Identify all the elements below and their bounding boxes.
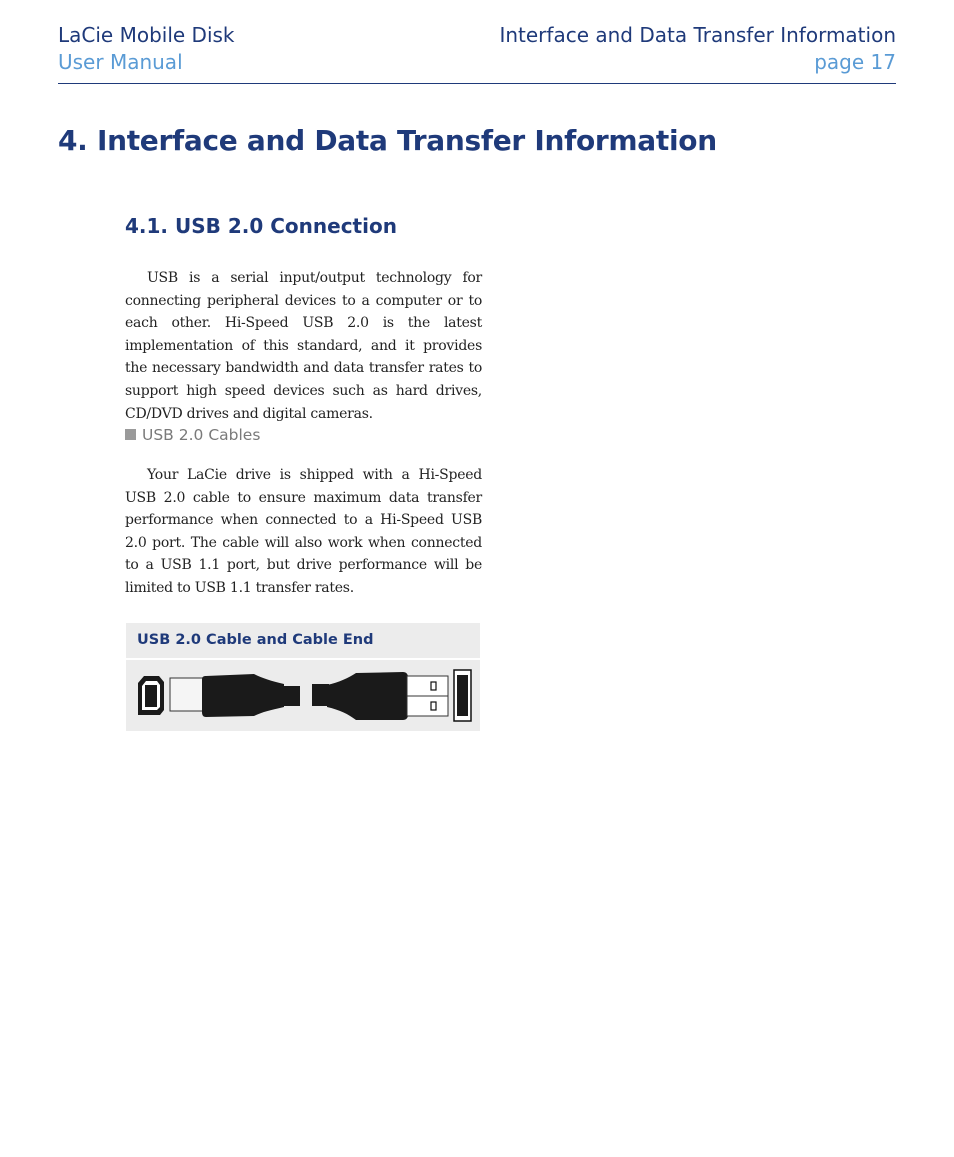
subsection-heading <box>125 426 260 444</box>
usb-b-port-icon <box>138 676 164 715</box>
header-divider <box>58 83 896 84</box>
header-section-name: Interface and Data Transfer Information <box>499 23 896 47</box>
usb-a-port-icon <box>454 670 471 721</box>
figure-title: USB 2.0 Cable and Cable End <box>126 623 480 660</box>
header-page-number: page 17 <box>814 50 896 74</box>
subsection-title: USB 2.0 Cables <box>142 426 261 444</box>
usb-description-paragraph: USB is a serial input/output technology for connecting peripheral devices to a computer or to each other. Hi-Speed USB 2.0 is the latest implementation of this standard, and it provides the necessary bandwidth and data transfer rates to support high speed devices such as hard drives, CD/DVD drives and digital cameras. <box>125 270 482 422</box>
chapter-title: 4. Interface and Data Transfer Information <box>58 124 717 157</box>
running-header-right <box>499 22 896 76</box>
usb-a-plug-icon <box>312 672 448 720</box>
usb-cable-paragraph: Your LaCie drive is shipped with a Hi-Speed USB 2.0 cable to ensure maximum data transfer performance when connected to a Hi-Speed USB 2.0 port. The cable will also work when connected to a USB 1.1 port, but drive performance will be limited to USB 1.1 transfer rates. <box>125 467 482 596</box>
usb-cable-illustration <box>126 660 480 731</box>
header-document-type: User Manual <box>58 50 183 74</box>
section-title: 4.1. USB 2.0 Connection <box>125 214 397 238</box>
usb-b-plug-icon <box>170 674 300 717</box>
running-header-left <box>58 22 235 76</box>
usb-cable-figure <box>126 623 480 731</box>
square-bullet-icon <box>125 429 136 440</box>
header-product-name: LaCie Mobile Disk <box>58 23 235 47</box>
